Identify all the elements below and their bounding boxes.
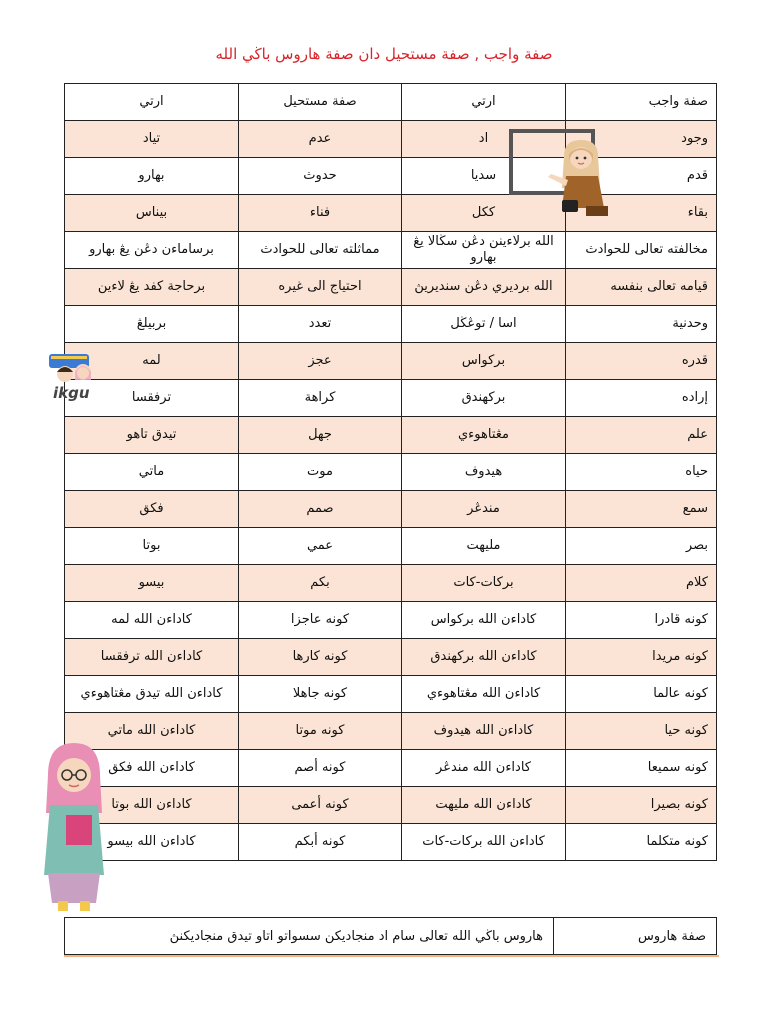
table-cell: صمم <box>239 491 402 528</box>
table-cell: تيدق تاهو <box>65 417 239 454</box>
table-cell: اسا / توڠڬل <box>402 306 566 343</box>
table-cell: كاداءن الله بركواس <box>402 602 566 639</box>
table-row <box>65 417 717 454</box>
table-row <box>65 491 717 528</box>
table-cell: كونه عالما <box>566 676 717 713</box>
table-row <box>65 158 717 195</box>
table-cell: كونه موتا <box>239 713 402 750</box>
table-cell: عجز <box>239 343 402 380</box>
table-cell: جهل <box>239 417 402 454</box>
table-cell: قيامه تعالى بنفسه <box>566 269 717 306</box>
table-cell: كونه بصيرا <box>566 787 717 824</box>
table-cell: عدم <box>239 121 402 158</box>
table-row <box>65 676 717 713</box>
sifat-table <box>64 83 717 861</box>
table-cell: حياه <box>566 454 717 491</box>
table-cell: كونه أبكم <box>239 824 402 861</box>
table-cell: كاداءن الله فكق <box>65 750 239 787</box>
sifat-harus-text: هاروس باڬي الله تعالى سام اد منجاديكن سسواتو اتاو تيدق منجاديكنڽ <box>65 918 554 955</box>
table-cell: سديا <box>402 158 566 195</box>
table-row <box>65 787 717 824</box>
ikgu-logo <box>43 352 135 404</box>
table-cell: كونه متكلما <box>566 824 717 861</box>
table-cell: تعدد <box>239 306 402 343</box>
table-row <box>65 343 717 380</box>
table-cell: بيسو <box>65 565 239 602</box>
table-cell: كراهة <box>239 380 402 417</box>
table-cell: برحاجة كفد يڠ لاءين <box>65 269 239 306</box>
table-cell: ماتي <box>65 454 239 491</box>
table-cell: كلام <box>566 565 717 602</box>
table-row <box>65 713 717 750</box>
table-cell: لمه <box>65 343 239 380</box>
table-cell: علم <box>566 417 717 454</box>
table-cell: مندڠر <box>402 491 566 528</box>
table-cell: قدم <box>566 158 717 195</box>
table-row <box>65 528 717 565</box>
table-cell: الله برلاءينن دڠن سڬالا يڠ بهارو <box>402 232 566 269</box>
table-cell: بركات-كات <box>402 565 566 602</box>
table-cell: كاداءن الله بيسو <box>65 824 239 861</box>
footer-divider <box>64 955 719 957</box>
table-cell: الله برديري دڠن سنديريڽ <box>402 269 566 306</box>
table-cell: بركواس <box>402 343 566 380</box>
table-cell: بربيلڠ <box>65 306 239 343</box>
table-cell: كاداءن الله مندڠر <box>402 750 566 787</box>
table-cell: احتياج الى غيره <box>239 269 402 306</box>
table-cell: مليهت <box>402 528 566 565</box>
table-cell: كاداءن الله بركهندق <box>402 639 566 676</box>
table-cell: وحدنية <box>566 306 717 343</box>
table-cell: كاداءن الله مڠتاهوءي <box>402 676 566 713</box>
table-cell: كاداءن الله تيدق مڠتاهوءي <box>65 676 239 713</box>
table-row <box>65 306 717 343</box>
table-cell: بركهندق <box>402 380 566 417</box>
table-cell: اد <box>402 121 566 158</box>
table-cell: فكق <box>65 491 239 528</box>
table-cell: كونه أعمى <box>239 787 402 824</box>
table-cell: كاداءن الله بركات-كات <box>402 824 566 861</box>
table-cell: ككل <box>402 195 566 232</box>
table-cell: موت <box>239 454 402 491</box>
table-cell: بهارو <box>65 158 239 195</box>
sifat-harus-table <box>64 917 717 955</box>
table-cell: كونه حيا <box>566 713 717 750</box>
table-row <box>65 454 717 491</box>
table-cell: بيناس <box>65 195 239 232</box>
table-cell: فناء <box>239 195 402 232</box>
table-cell: كونه كارها <box>239 639 402 676</box>
logo-text: ikgu <box>53 384 90 402</box>
table-cell: سمع <box>566 491 717 528</box>
table-row <box>65 380 717 417</box>
table-cell: عمي <box>239 528 402 565</box>
table-row <box>65 750 717 787</box>
table-cell: كونه سميعا <box>566 750 717 787</box>
table-row <box>65 602 717 639</box>
table-cell: صفة واجب <box>566 84 717 121</box>
table-row <box>65 639 717 676</box>
table-cell: كاداءن الله مليهت <box>402 787 566 824</box>
page-title: صفة واجب , صفة مستحيل دان صفة هاروس باڬي الله <box>215 45 553 63</box>
table-cell: برساماءن دڠن يڠ بهارو <box>65 232 239 269</box>
table-cell: تياد <box>65 121 239 158</box>
table-cell: كونه أصم <box>239 750 402 787</box>
table-cell: كاداءن الله لمه <box>65 602 239 639</box>
table-cell: مماثلته تعالى للحوادث <box>239 232 402 269</box>
table-cell: بقاء <box>566 195 717 232</box>
table-cell: مڠتاهوءي <box>402 417 566 454</box>
table-cell: بصر <box>566 528 717 565</box>
table-row <box>65 565 717 602</box>
sifat-harus-label: صفة هاروس <box>554 918 717 955</box>
table-cell: ترفقسا <box>65 380 239 417</box>
table-cell: ارتي <box>402 84 566 121</box>
table-row <box>65 269 717 306</box>
table-cell: ارتي <box>65 84 239 121</box>
table-cell: إراده <box>566 380 717 417</box>
table-cell: كاداءن الله هيدوف <box>402 713 566 750</box>
table-cell: مخالفته تعالى للحوادث <box>566 232 717 269</box>
table-cell: صفة مستحيل <box>239 84 402 121</box>
table-cell: كونه جاهلا <box>239 676 402 713</box>
table-row <box>65 232 717 269</box>
table-cell: كاداءن الله بوتا <box>65 787 239 824</box>
table-cell: حدوث <box>239 158 402 195</box>
table-cell: وجود <box>566 121 717 158</box>
table-header-row <box>65 84 717 121</box>
sifat-harus-row <box>65 918 717 955</box>
table-cell: كاداءن الله ترفقسا <box>65 639 239 676</box>
table-cell: كونه عاجزا <box>239 602 402 639</box>
table-row <box>65 195 717 232</box>
table-cell: بوتا <box>65 528 239 565</box>
table-cell: هيدوف <box>402 454 566 491</box>
teacher-illustration <box>506 128 616 224</box>
student-illustration <box>40 735 112 915</box>
table-cell: كونه قادرا <box>566 602 717 639</box>
table-cell: كاداءن الله ماتي <box>65 713 239 750</box>
table-cell: قدره <box>566 343 717 380</box>
table-cell: كونه مريدا <box>566 639 717 676</box>
table-row <box>65 121 717 158</box>
table-row <box>65 824 717 861</box>
table-cell: بكم <box>239 565 402 602</box>
